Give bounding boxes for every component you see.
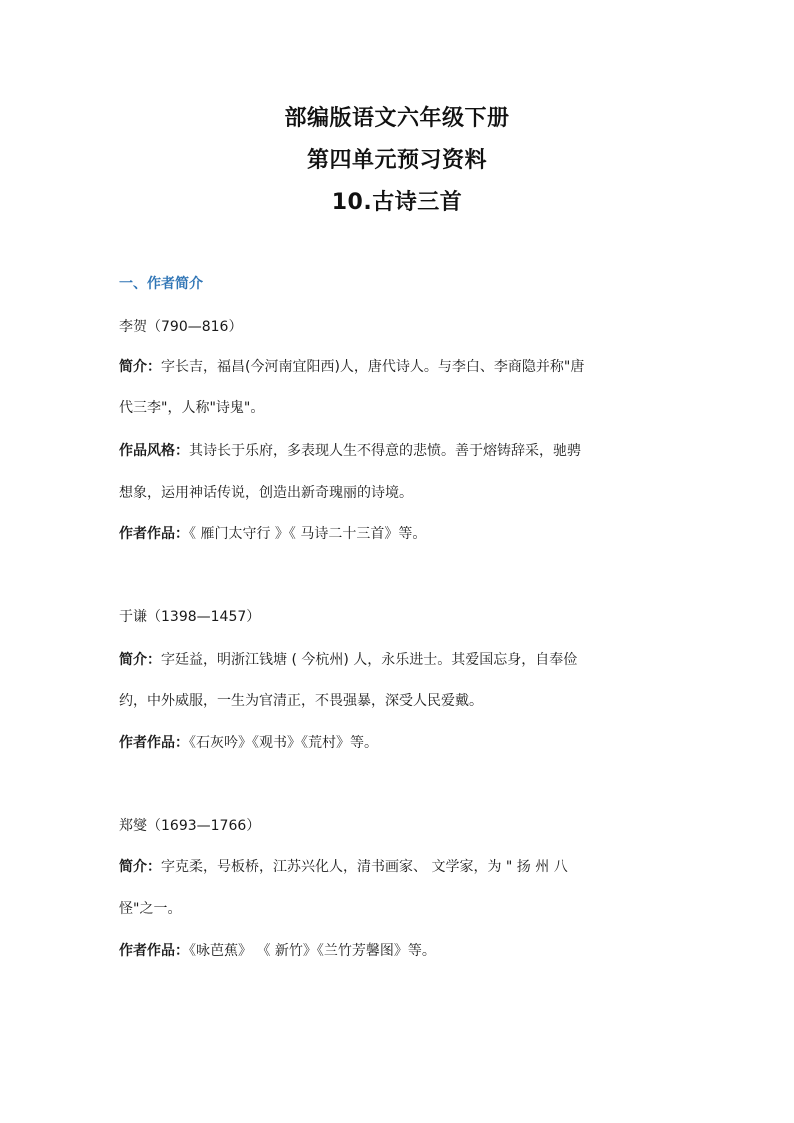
style-text: 其诗长于乐府，多表现人生不得意的悲愤。善于熔铸辞采，驰骋	[189, 443, 581, 459]
author-works-yu-qian	[119, 732, 679, 752]
author-intro-continued-yu-qian: 约，中外威服，一生为官清正，不畏强暴，深受人民爱戴。	[119, 693, 483, 709]
intro-text: 字长吉，福昌(今河南宜阳西)人，唐代诗人。与李白、李商隐并称"唐	[161, 359, 585, 375]
page-title-line1: 部编版语文六年级下册	[284, 106, 510, 131]
author-intro-continued-li-he: 代三李"，人称"诗鬼"。	[119, 400, 265, 416]
author-works-li-he	[119, 523, 679, 543]
works-text: 《 雁门太守行 》《 马诗二十三首》等。	[189, 526, 427, 542]
works-text: 《咏芭蕉》 《 新竹》《兰竹芳馨图》等。	[189, 943, 436, 959]
page-title-line3: 10.古诗三首	[331, 190, 463, 215]
works-label: 作者作品：	[119, 735, 189, 751]
author-name-li-he: 李贺（790—816）	[119, 319, 243, 335]
author-name-yu-qian: 于谦（1398—1457）	[119, 609, 261, 625]
works-text: 《石灰吟》《观书》《荒村》等。	[189, 735, 378, 751]
intro-label: 简介：	[119, 652, 161, 668]
works-label: 作者作品：	[119, 943, 189, 959]
author-style-li-he	[119, 440, 679, 460]
intro-label: 简介：	[119, 359, 161, 375]
section-heading: 一、作者简介	[119, 276, 203, 292]
author-intro-continued-zheng-xie: 怪"之一。	[119, 901, 182, 917]
author-intro-yu-qian	[119, 649, 679, 669]
intro-text: 字廷益，明浙江钱塘 ( 今杭州) 人，永乐进士。其爱国忘身，自奉俭	[161, 652, 578, 668]
author-intro-li-he	[119, 356, 679, 376]
author-name-zheng-xie: 郑燮（1693—1766）	[119, 818, 261, 834]
intro-label: 简介：	[119, 859, 161, 875]
works-label: 作者作品：	[119, 526, 189, 542]
style-label: 作品风格：	[119, 443, 189, 459]
author-style-continued-li-he: 想象，运用神话传说，创造出新奇瑰丽的诗境。	[119, 485, 413, 501]
page-title-line2: 第四单元预习资料	[306, 148, 487, 173]
intro-text: 字克柔，号板桥，江苏兴化人，清书画家、 文学家，为 " 扬 州 八	[161, 859, 568, 875]
author-works-zheng-xie	[119, 940, 679, 960]
author-intro-zheng-xie	[119, 856, 679, 876]
